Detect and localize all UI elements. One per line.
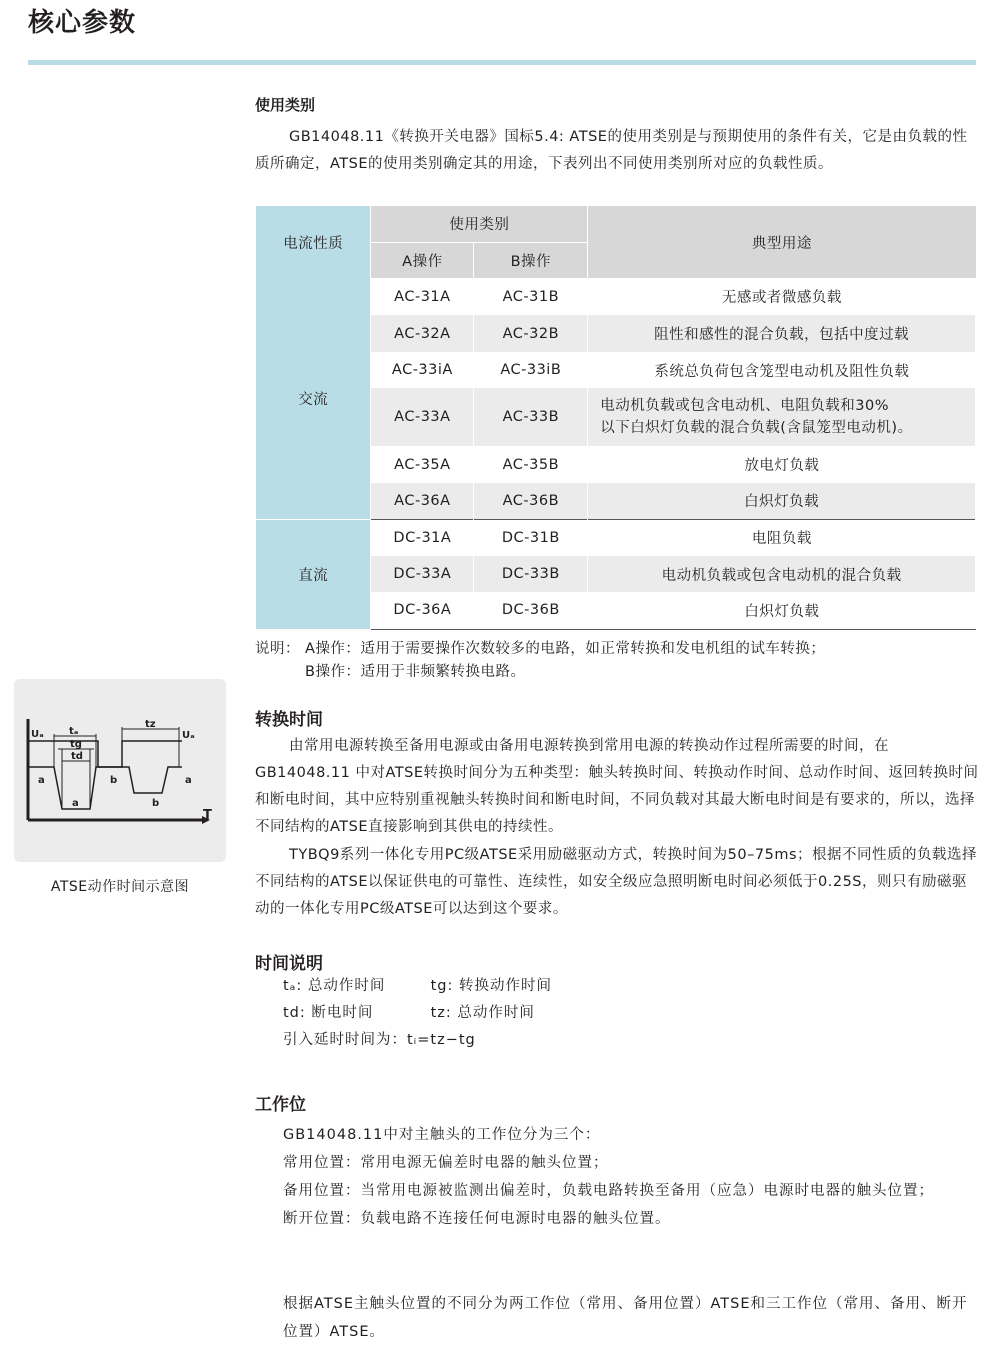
- a-label: a: [185, 775, 192, 786]
- work-item-backup: [283, 1177, 978, 1205]
- row-group-dc: 直流: [256, 519, 371, 629]
- tg-label: tg: [70, 739, 82, 750]
- table-cell-use: 阻性和感性的混合负载，包括中度过载: [588, 315, 976, 352]
- table-cell-b: DC-33B: [474, 556, 588, 592]
- table-cell-use: 放电灯负载: [744, 458, 820, 474]
- t-axis-label: T: [203, 808, 212, 823]
- tz-definition: tz: 总动作时间: [430, 1005, 535, 1021]
- table-cell-b: AC-35B: [474, 446, 588, 483]
- header-category: 使用类别: [371, 206, 588, 242]
- table-cell-b: AC-31B: [474, 278, 588, 315]
- time-definitions: [283, 973, 552, 1054]
- switch-para-1: [255, 733, 980, 841]
- table-cell-a: DC-31A: [371, 519, 474, 556]
- table-cell-a: AC-36A: [371, 483, 474, 519]
- work-item-key: 备用位置：: [283, 1183, 361, 1199]
- header-a-operation: A操作: [371, 242, 474, 278]
- section-heading-switch-time: 转换时间: [255, 710, 323, 730]
- header-use: 典型用途: [588, 206, 976, 278]
- table-cell-use: 白炽灯负载: [588, 483, 976, 519]
- ta-definition: tₐ: 总动作时间: [283, 978, 386, 994]
- work-item-off: [283, 1205, 978, 1233]
- a-label: a: [72, 798, 79, 809]
- table-cell-b: AC-33iB: [474, 352, 588, 388]
- table-cell-b: DC-36B: [474, 592, 588, 629]
- a-label: a: [38, 775, 45, 786]
- ta-label: tₐ: [69, 726, 79, 737]
- work-position-list: [283, 1121, 978, 1233]
- work-item-value: 负载电路不连接任何电源时电器的触头位置。: [360, 1211, 671, 1227]
- diagram-caption: ATSE动作时间示意图: [50, 879, 190, 895]
- switch-para-2-text: TYBQ9系列一体化专用PC级ATSE采用励磁驱动方式，转换时间为50–75ms；根据不同性质的负载选择不同结构的ATSE以保证供电的可靠性、连续性，如安全级应急照明断电时间必须低于0.25S，则只有励磁驱动的一体化专用PC级ATSE可以达到这个要求。: [255, 847, 978, 917]
- note-a: A操作：适用于需要操作次数较多的电路，如正常转换和发电机组的试车转换；: [305, 641, 826, 657]
- table-cell-use: 电动机负载或包含电动机的混合负载: [588, 556, 976, 592]
- table-cell-a: DC-33A: [371, 556, 474, 592]
- note-spacer: [255, 661, 305, 684]
- page-title: 核心参数: [28, 8, 137, 38]
- table-cell-use: [588, 388, 976, 446]
- delay-definition: 引入延时时间为：tᵢ=tz−tg: [283, 1032, 476, 1048]
- table-cell-use: 电阻负载: [588, 519, 976, 556]
- b-label: b: [110, 775, 118, 786]
- work-summary: 根据ATSE主触头位置的不同分为两工作位（常用、备用位置）ATSE和三工作位（常用、备用、断开位置）ATSE。: [283, 1296, 968, 1340]
- note-label: 说明：: [255, 641, 300, 657]
- row-group-ac: 交流: [256, 278, 371, 519]
- switch-para-1-text: 由常用电源转换至备用电源或由备用电源转换到常用电源的转换动作过程所需要的时间，在GB14048.11 中对ATSE转换时间分为五种类型：触头转换时间、转换动作时间、总动作时间、返回转换时间和断电时间，其中应特别重视触头转换时间和断电时间，不同负载对其最大断电时间是有要求的，所以，选择不同结构的ATSE直接影响到其供电的持续性。: [255, 738, 979, 835]
- table-cell-a: AC-31A: [371, 278, 474, 315]
- header-nature: 电流性质: [256, 206, 371, 278]
- work-item-value: 当常用电源被监测出偏差时，负载电路转换至备用（应急）电源时电器的触头位置；: [360, 1183, 934, 1199]
- work-item-normal: [283, 1149, 978, 1177]
- work-item-key: 常用位置：: [283, 1155, 361, 1171]
- section-heading-work-position: 工作位: [255, 1095, 306, 1115]
- b-label: b: [152, 798, 160, 809]
- category-table: [256, 206, 976, 630]
- section-heading-category: 使用类别: [255, 96, 316, 114]
- note-b: B操作：适用于非频繁转换电路。: [305, 664, 526, 680]
- table-cell-b: AC-36B: [474, 483, 588, 519]
- timing-diagram-panel: [14, 679, 226, 862]
- section-heading-time-notes: 时间说明: [255, 954, 323, 974]
- ua-label-left: Uₐ: [31, 729, 44, 740]
- table-cell-use: 无感或者微感负载: [721, 290, 842, 306]
- work-intro: GB14048.11中对主触头的工作位分为三个：: [283, 1127, 601, 1143]
- category-intro-text: GB14048.11《转换开关电器》国标5.4: ATSE的使用类别是与预期使用的条件有关，它是由负载的性质所确定，ATSE的使用类别确定其的用途，下表列出不同使用类别所对应的负载性质。: [255, 129, 968, 172]
- switch-para-2: [255, 842, 980, 923]
- table-notes: [255, 638, 825, 684]
- table-cell-a: AC-33A: [371, 388, 474, 446]
- table-cell-b: AC-33B: [474, 388, 588, 446]
- timing-diagram: [14, 679, 226, 862]
- table-cell-use: 白炽灯负载: [588, 592, 976, 629]
- table-cell-a: DC-36A: [371, 592, 474, 629]
- tg-definition: tg: 转换动作时间: [430, 978, 552, 994]
- tz-label: tz: [145, 719, 156, 730]
- td-label: td: [71, 751, 83, 762]
- table-cell-b: AC-32B: [474, 315, 588, 352]
- table-cell-a: AC-33iA: [371, 352, 474, 388]
- voltage-waveform: [28, 741, 182, 767]
- table-cell-use-line: 以下白炽灯负载的混合负载(含鼠笼型电动机)。: [600, 420, 913, 436]
- header-b-operation: B操作: [474, 242, 588, 278]
- work-item-value: 常用电源无偏差时电器的触头位置；: [360, 1155, 609, 1171]
- work-item-key: 断开位置：: [283, 1211, 361, 1227]
- table-cell-b: DC-31B: [474, 519, 588, 556]
- ua-label-right: Uₐ: [182, 730, 195, 741]
- category-intro: [255, 124, 980, 178]
- td-definition: td: 断电时间: [283, 1005, 374, 1021]
- table-cell-use: 系统总负荷包含笼型电动机及阻性负载: [654, 363, 910, 380]
- table-cell-a: AC-32A: [371, 315, 474, 352]
- title-divider: [28, 60, 976, 65]
- table-cell-a: AC-35A: [371, 446, 474, 483]
- table-cell-use-line: 电动机负载或包含电动机、电阻负载和30%: [600, 398, 889, 414]
